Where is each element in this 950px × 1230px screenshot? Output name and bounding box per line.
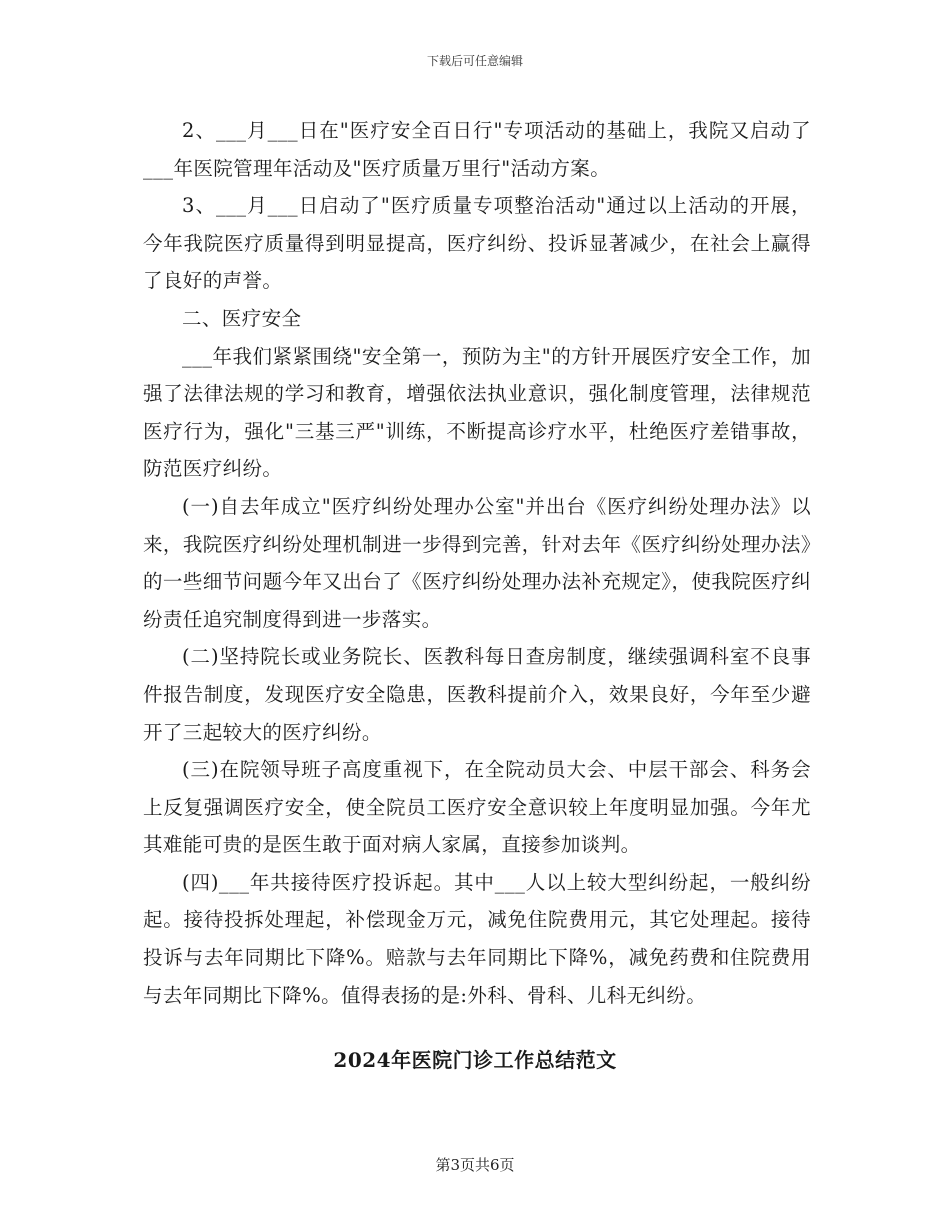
section-heading-medical-safety: 二、医疗安全: [182, 306, 302, 330]
document-title: 2024年医院门诊工作总结范文: [333, 1048, 617, 1072]
paragraph-safety-2: (二)坚持院长或业务院长、医教科每日查房制度，继续强调科室不良事件报告制度，发现医疗安全隐患，医教科提前介入，效果良好，今年至少避开了三起较大的医疗纠纷。: [143, 645, 811, 744]
page-header: 下载后可任意编辑: [426, 54, 523, 68]
paragraph-safety-1: (一)自去年成立"医疗纠纷处理办公室"并出台《医疗纠纷处理办法》以来，我院医疗纠纷处理机制进一步得到完善，针对去年《医疗纠纷处理办法》的一些细节问题今年又出台了《医疗纠纷处理办法补充规定》，使我院医疗纠纷责任追究制度得到进一步落实。: [143, 494, 811, 631]
paragraph-safety-4: (四)___年共接待医疗投诉起。其中___人以上较大型纠纷起，一般纠纷起。接待投拆处理起，补偿现金万元，减免住院费用元，其它处理起。接待投诉与去年同期比下降%。赔款与去年同期比下降%，减免药费和住院费用与去年同期比下降%。值得表扬的是:外科、骨科、儿科无纠纷。: [143, 870, 811, 1007]
paragraph-safety-intro: ___年我们紧紧围绕"安全第一，预防为主"的方针开展医疗安全工作，加强了法律法规的学习和教育，增强依法执业意识，强化制度管理，法律规范医疗行为，强化"三基三严"训练，不断提高诊疗水平，杜绝医疗差错事故，防范医疗纠纷。: [143, 344, 811, 481]
paragraph-safety-3: (三)在院领导班子高度重视下，在全院动员大会、中层干部会、科务会上反复强调医疗安全，使全院员工医疗安全意识较上年度明显加强。今年尤其难能可贵的是医生敢于面对病人家属，直接参加谈判。: [143, 758, 811, 857]
paragraph-item-2: 2、___月___日在"医疗安全百日行"专项活动的基础上，我院又启动了___年医院管理年活动及"医疗质量万里行"活动方案。: [143, 119, 811, 180]
paragraph-item-3: 3、___月___日启动了"医疗质量专项整治活动"通过以上活动的开展，今年我院医疗质量得到明显提高，医疗纠纷、投诉显著减少，在社会上赢得了良好的声誉。: [143, 194, 811, 293]
page-footer: 第3页共6页: [435, 1156, 515, 1174]
document-body: [143, 112, 811, 1014]
